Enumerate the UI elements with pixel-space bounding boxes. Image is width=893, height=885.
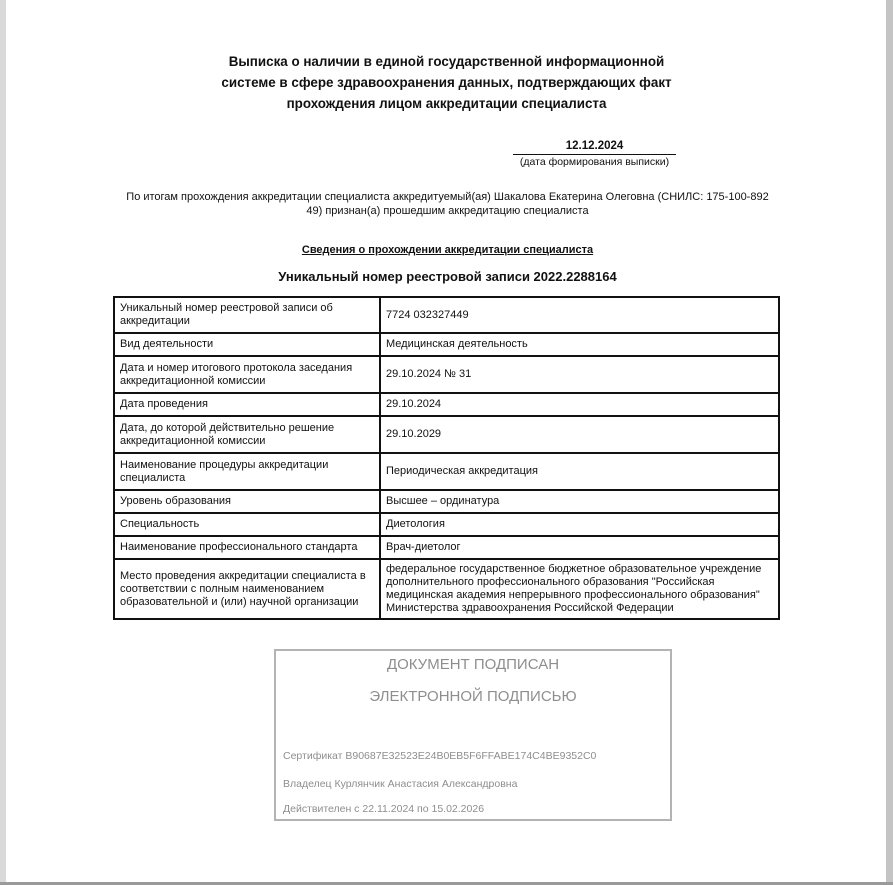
- registry-number-heading: Уникальный номер реестровой записи 2022.2288164: [278, 269, 617, 284]
- row-value-line: Высшее – ординатура: [386, 495, 500, 507]
- row-label-line: Наименование процедуры аккредитации: [120, 458, 329, 471]
- row-label-line: специалиста: [120, 471, 186, 484]
- document-title: [150, 51, 743, 114]
- row-value-line: федеральное государственное бюджетное образовательное учреждение: [386, 563, 762, 575]
- intro-paragraph: [115, 190, 780, 218]
- row-value: [380, 416, 779, 453]
- row-value-line: 29.10.2024: [386, 398, 442, 410]
- row-label-line: аккредитационной комиссии: [120, 374, 266, 387]
- table-row: [114, 333, 779, 356]
- row-label: [114, 356, 380, 393]
- stamp-owner: Владелец Курлянчик Анастасия Александровна: [283, 778, 518, 790]
- row-label-line: соответствии с полным наименованием: [120, 582, 325, 595]
- title-line: прохождения лицом аккредитации специалиста: [286, 96, 607, 111]
- stamp-title-line: ЭЛЕКТРОННОЙ ПОДПИСЬЮ: [369, 688, 577, 705]
- intro-line: 49) признан(а) прошедшим аккредитацию специалиста: [306, 205, 589, 217]
- row-label-line: Дата проведения: [120, 398, 208, 410]
- issue-date-block: [513, 139, 676, 169]
- row-value: [380, 453, 779, 490]
- row-label: [114, 393, 380, 416]
- row-value: [380, 393, 779, 416]
- row-value-line: Министерства здравоохранения Российской Федерации: [386, 602, 674, 614]
- row-value: [380, 490, 779, 513]
- issue-date: 12.12.2024: [513, 139, 676, 155]
- row-label: [114, 297, 380, 333]
- row-label: [114, 416, 380, 453]
- table-row: [114, 453, 779, 490]
- row-label-line: Уникальный номер реестровой записи об: [120, 302, 333, 314]
- row-label-line: аккредитационной комиссии: [120, 434, 266, 447]
- row-value-line: дополнительного профессионального образования "Российская: [386, 576, 715, 588]
- table-row: [114, 490, 779, 513]
- row-label-line: аккредитации: [120, 315, 190, 327]
- row-value-line: Диетология: [386, 518, 445, 530]
- row-label: [114, 513, 380, 536]
- title-line: Выписка о наличии в единой государственной информационной: [228, 54, 665, 69]
- issue-date-caption: (дата формирования выписки): [519, 156, 670, 168]
- title-line: системе в сфере здравоохранения данных, подтверждающих факт: [221, 75, 672, 90]
- row-label-line: Специальность: [120, 518, 200, 530]
- table-row: [114, 393, 779, 416]
- row-label-line: образовательной и (или) научной организации: [120, 595, 359, 608]
- row-value-line: Медицинская деятельность: [386, 338, 528, 350]
- table-row: [114, 559, 779, 619]
- row-label-line: Наименование профессионального стандарта: [120, 541, 358, 553]
- row-value-line: Врач-диетолог: [386, 541, 461, 553]
- row-label-line: Дата и номер итогового протокола заседания: [120, 361, 353, 374]
- electronic-signature-stamp: [274, 649, 672, 821]
- row-label-line: Место проведения аккредитации специалиста в: [120, 569, 366, 582]
- stamp-certificate: Сертификат B90687E32523E24B0EB5F6FFABE174C4BE9352C0: [283, 750, 597, 762]
- row-value-line: медицинская академия непрерывного профессионального образования": [386, 589, 760, 601]
- row-label: [114, 536, 380, 559]
- row-value: [380, 559, 779, 619]
- page-right-edge: [886, 0, 893, 885]
- stamp-title-line: ДОКУМЕНТ ПОДПИСАН: [386, 656, 560, 673]
- row-label: [114, 490, 380, 513]
- intro-line: По итогам прохождения аккредитации специалиста аккредитуемый(ая) Шакалова Екатерина Олеговна (СНИЛС: 175-100-892: [126, 191, 769, 203]
- row-label: [114, 559, 380, 619]
- row-label-line: Дата, до которой действительно решение: [120, 421, 335, 434]
- section-heading: Сведения о прохождении аккредитации специалиста: [301, 244, 594, 256]
- table-row: [114, 297, 779, 333]
- stamp-validity: Действителен с 22.11.2024 по 15.02.2026: [283, 803, 485, 815]
- table-row: [114, 513, 779, 536]
- table-row: [114, 416, 779, 453]
- row-value: [380, 333, 779, 356]
- accreditation-table: [113, 296, 780, 620]
- row-value-line: 7724 032327449: [386, 308, 469, 321]
- table-row: [114, 356, 779, 393]
- row-label-line: Вид деятельности: [120, 338, 214, 350]
- row-value-line: Периодическая аккредитация: [386, 465, 538, 477]
- row-value: [380, 513, 779, 536]
- row-value: [380, 297, 779, 333]
- row-label: [114, 453, 380, 490]
- page-left-edge: [0, 0, 6, 885]
- row-value: [380, 536, 779, 559]
- row-value-line: 29.10.2024 № 31: [386, 368, 472, 380]
- table-row: [114, 536, 779, 559]
- row-label-line: Уровень образования: [120, 495, 232, 507]
- row-label: [114, 333, 380, 356]
- row-value: [380, 356, 779, 393]
- row-value-line: 29.10.2029: [386, 428, 442, 440]
